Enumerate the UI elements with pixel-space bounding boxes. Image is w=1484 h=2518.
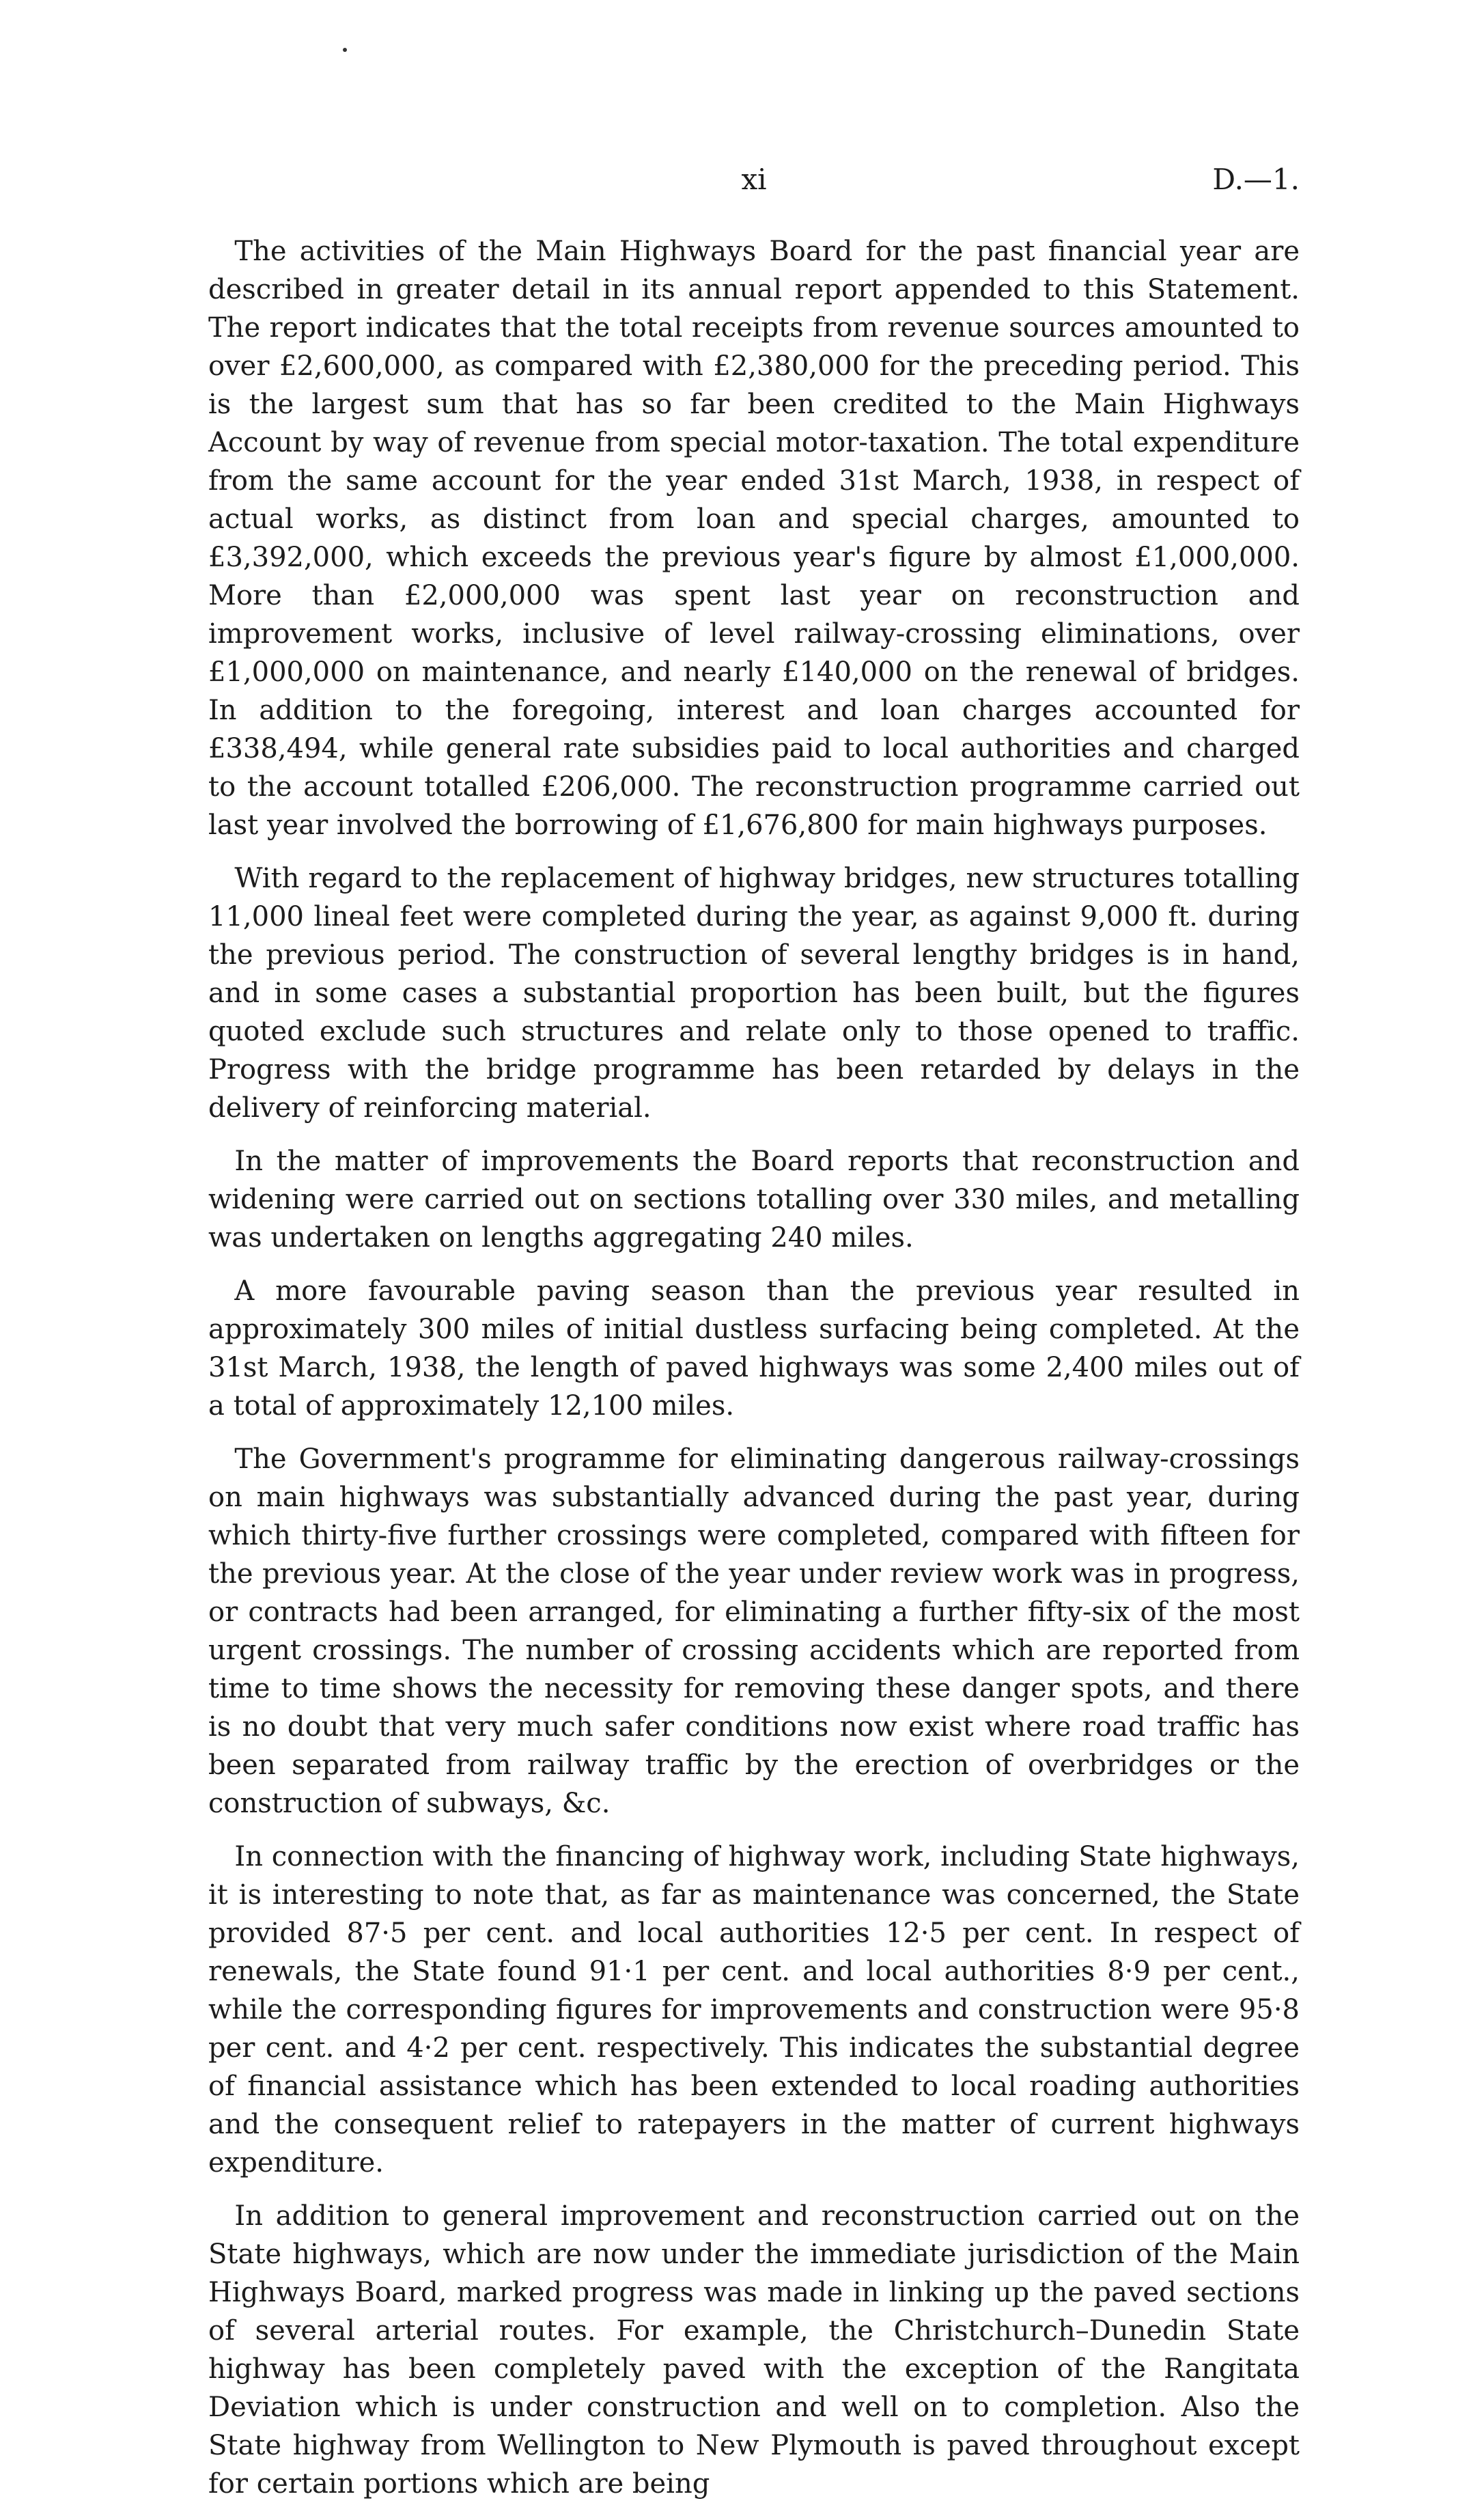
paragraph-railway-crossings: The Government's programme for eliminating dangerous railway-crossings on main highways was substantially advanced during the past year, during which thirty-five further crossings were completed, compared with fifteen for the previous year. At the close of the year under review work was in progress, or contracts had been arranged, for eliminating a further fifty-six of the most urgent crossings. The number of crossing accidents which are reported from time to time shows the necessity for removing these danger spots, and there is no doubt that very much safer conditions now exist where road traffic has been separated from railway traffic by the erection of overbridges or the construction of subways, &c. xyxy=(208,1443,1300,1819)
paragraph-state-highways: In addition to general improvement and reconstruction carried out on the State highways, which are now under the immediate jurisdiction of the Main Highways Board, marked progress was made in linking up the paved sections of several arterial routes. For example, the Christchurch–Dunedin State highway has been completely paved with the exception of the Rangitata Deviation which is under construction and well on to completion. Also the State highway from Wellington to New Plymouth is paved throughout except for certain portions which are being xyxy=(208,2200,1300,2500)
paragraph-financing: In connection with the financing of highway work, including State highways, it is interesting to note that, as far as maintenance was concerned, the State provided 87·5 per cent. and local authorities 12·5 per cent. In respect of renewals, the State found 91·1 per cent. and local authorities 8·9 per cent., while the corresponding figures for improvements and construction were 95·8 per cent. and 4·2 per cent. respectively. This indicates the substantial degree of financial assistance which has been extended to local roading authorities and the consequent relief to ratepayers in the matter of current highways expenditure. xyxy=(208,1841,1300,2178)
body-text xyxy=(208,232,1300,2518)
paragraph-paving: A more favourable paving season than the previous year resulted in approximately 300 miles of initial dustless surfacing being completed. At the 31st March, 1938, the length of paved highways was some 2,400 miles out of a total of approximately 12,100 miles. xyxy=(208,1275,1300,1422)
page-number: xi xyxy=(741,163,767,196)
scan-speck xyxy=(343,48,347,52)
page-header xyxy=(208,163,1300,204)
paragraph-improvements: In the matter of improvements the Board reports that reconstruction and widening were carried out on sections totalling over 330 miles, and metalling was undertaken on lengths aggregating 240 miles. xyxy=(208,1146,1300,1254)
document-reference: D.—1. xyxy=(1212,163,1300,196)
paragraph-bridges: With regard to the replacement of highway bridges, new structures totalling 11,000 lineal feet were completed during the year, as against 9,000 ft. during the previous period. The construction of several lengthy bridges is in hand, and in some cases a substantial proportion has been built, but the figures quoted exclude such structures and relate only to those opened to traffic. Progress with the bridge programme has been retarded by delays in the delivery of reinforcing material. xyxy=(208,863,1300,1124)
paragraph-main-highways-finance: The activities of the Main Highways Board for the past financial year are described in greater detail in its annual report appended to this Statement. The report indicates that the total receipts from revenue sources amounted to over £2,600,000, as compared with £2,380,000 for the preceding period. This is the largest sum that has so far been credited to the Main Highways Account by way of revenue from special motor-taxation. The total expenditure from the same account for the year ended 31st March, 1938, in respect of actual works, as distinct from loan and special charges, amounted to £3,392,000, which exceeds the previous year's figure by almost £1,000,000. More than £2,000,000 was spent last year on reconstruction and improvement works, inclusive of level railway-crossing eliminations, over £1,000,000 on maintenance, and nearly £140,000 on the renewal of bridges. In addition to the foregoing, interest and loan charges accounted for £338,494, while general rate subsidies paid to local authorities and charged to the account totalled £206,000. The reconstruction programme carried out last year involved the borrowing of £1,676,800 for main highways purposes. xyxy=(208,236,1300,841)
